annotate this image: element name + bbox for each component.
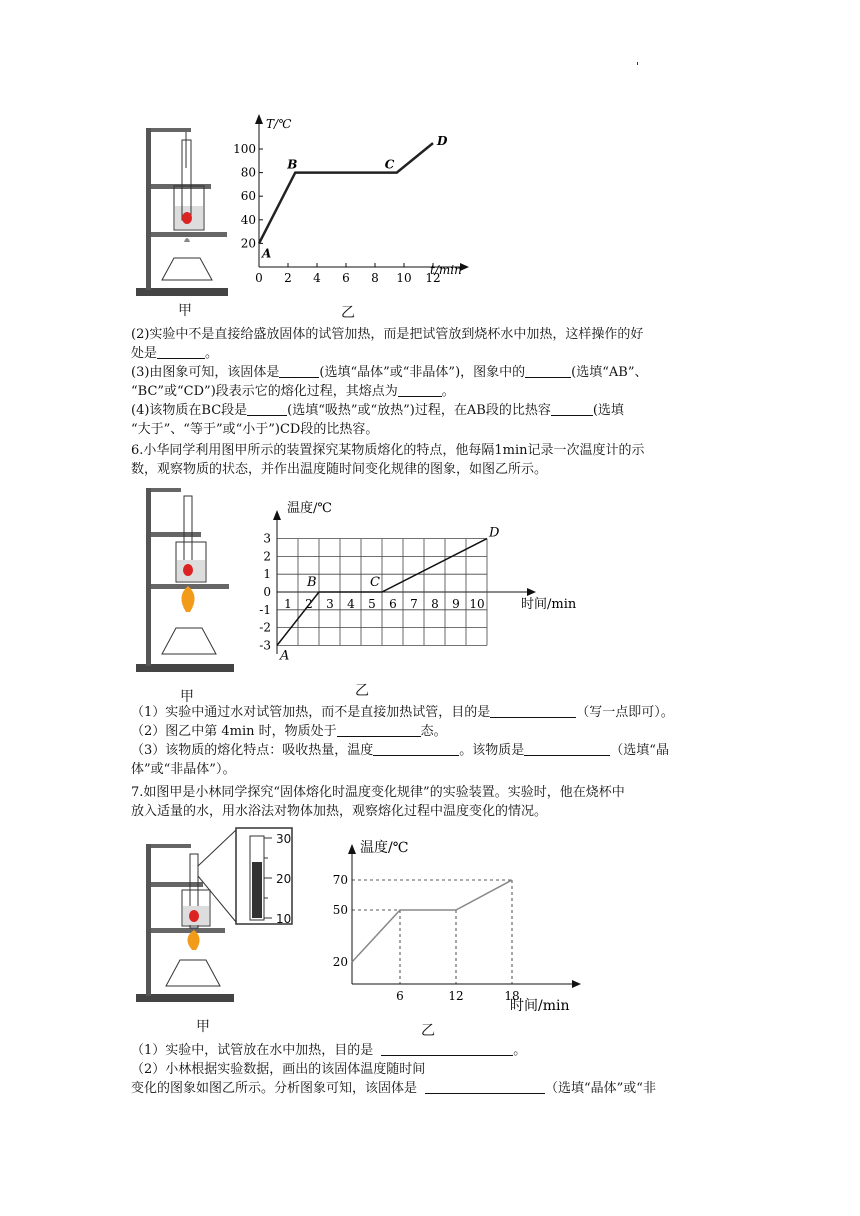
q5-line-2: [131, 345, 741, 362]
q5-l5a: (4)该物质在BC段是: [131, 403, 248, 418]
q5-blank-benefit[interactable]: [157, 345, 205, 359]
q5-l3a: (3)由图象可知，该固体是: [131, 365, 280, 380]
chart2-point-label: D: [489, 525, 500, 541]
q6-s3b: 。该物质是: [459, 743, 525, 758]
chart1-x-tick-label: 10: [396, 271, 412, 285]
q6-s2a: （2）图乙中第 4min 时，物质处于: [131, 724, 337, 739]
stray-mark: ': [636, 60, 640, 73]
chart2-x-axis-label: 时间/min: [521, 597, 577, 612]
chart2-x-tick-label: 5: [368, 597, 376, 611]
q5-line-3: [131, 364, 741, 381]
chart3-y-tick-label: 70: [332, 873, 348, 887]
q5-line-5: [131, 402, 741, 419]
q5-l4b: 。: [441, 384, 455, 399]
q7-sub-2: （2）小林根据实验数据，画出的该固体温度随时间: [131, 1062, 426, 1077]
chart2-x-tick-label: 9: [452, 597, 460, 611]
q5-line-1: (2)实验中不是直接给盛放固体的试管加热，而是把试管放到烧杯水中加热，这样操作的好: [131, 327, 644, 342]
chart-2: [255, 492, 590, 674]
q7-s3b: （选填“晶体”或“非: [545, 1081, 656, 1096]
chart2-y-axis-label: 温度/℃: [287, 501, 332, 516]
q5-l3b: (选填“晶体”或“非晶体”)，图象中的: [319, 365, 526, 380]
chart3-x-tick-label: 18: [504, 989, 520, 1003]
chart-1: [232, 112, 472, 304]
chart2-y-tick-label: -2: [259, 620, 271, 635]
chart2-point-label: C: [370, 575, 380, 590]
q6-sub-3-cont: 体”或“非晶体”）。: [131, 762, 236, 777]
chart3-x-tick-label: 6: [396, 989, 404, 1003]
q6-s3c: （选填“晶: [610, 743, 669, 758]
q6-s1b: （写一点即可）。: [576, 705, 674, 720]
q5-blank-specific-heat[interactable]: [551, 402, 593, 416]
chart2-y-tick-label: 3: [263, 531, 271, 546]
fig3-caption-left: 甲: [196, 1019, 210, 1035]
q6-blank-purpose[interactable]: [490, 704, 576, 718]
q7-line-2: 放入适量的水，用水浴法对物体加热，观察熔化过程中温度变化的情况。: [131, 804, 548, 819]
q6-s3a: （3）该物质的熔化特点：吸收热量，温度: [131, 743, 374, 758]
q5-l2-end: 。: [205, 346, 219, 361]
fig1-caption-left: 甲: [178, 303, 192, 319]
chart3-y-tick-label: 50: [332, 903, 348, 917]
q7-blank-solid-type[interactable]: [425, 1080, 545, 1094]
q7-s1a: （1）实验中，试管放在水中加热，目的是: [131, 1043, 374, 1058]
q5-l3c: (选填“AB”、: [571, 365, 648, 380]
chart1-x-tick-label: 0: [255, 271, 263, 285]
q7-s3a: 变化的图象如图乙所示。分析图象可知，该固体是: [131, 1081, 418, 1096]
chart1-x-tick-label: 12: [425, 271, 441, 285]
chart1-point-label: A: [262, 246, 272, 261]
fig3-caption-right: 乙: [421, 1023, 435, 1039]
chart2-y-tick-label: -3: [259, 638, 271, 653]
q6-blank-state[interactable]: [337, 723, 421, 737]
thermo-label-10: 10: [276, 912, 292, 926]
thermo-label-20: 20: [276, 872, 292, 886]
chart2-y-tick-label: 2: [263, 549, 271, 564]
chart2-x-tick-label: 3: [326, 597, 334, 611]
chart1-y-tick-label: 80: [240, 165, 256, 180]
chart1-point-label: C: [384, 157, 395, 172]
chart2-x-tick-label: 10: [469, 597, 485, 611]
thermo-label-30: 30: [276, 832, 292, 846]
q6-line-1: 6.小华同学利用图甲所示的装置探究某物质熔化的特点，他每隔1min记录一次温度计的示: [131, 443, 645, 458]
q5-l4a: “BC”或“CD”)段表示它的熔化过程，其熔点为: [131, 384, 398, 399]
q5-blank-solid-type[interactable]: [279, 364, 319, 378]
q6-blank-temperature[interactable]: [373, 742, 459, 756]
fig2-caption-left: 甲: [180, 689, 194, 705]
chart1-y-tick-label: 20: [240, 236, 256, 251]
q7-blank-purpose[interactable]: [381, 1042, 513, 1056]
q6-s2b: 态。: [420, 724, 447, 739]
chart2-point-label: B: [307, 575, 317, 590]
q5-l2-text: 处是: [131, 346, 158, 361]
chart3-y-tick-label: 20: [332, 955, 348, 969]
q6-sub-3: [131, 742, 741, 759]
chart2-y-tick-label: -1: [259, 602, 271, 617]
q7-line-1: 7.如图甲是小林同学探究“固体熔化时温度变化规律”的实验装置。实验时，他在烧杯中: [131, 785, 625, 800]
q7-s1b: 。: [513, 1043, 527, 1058]
chart2-x-tick-label: 1: [284, 597, 292, 611]
q5-l5c: (选填: [592, 403, 624, 418]
chart1-line: [259, 143, 433, 243]
q6-blank-substance-type[interactable]: [524, 742, 610, 756]
chart2-point-label: A: [280, 648, 290, 664]
chart1-y-axis-label: T/℃: [266, 117, 292, 131]
chart1-point-label: D: [437, 134, 448, 149]
apparatus-2-illustration: [132, 484, 240, 680]
q6-line-2: 数，观察物质的状态，并作出温度随时间变化规律的图象，如图乙所示。: [131, 462, 548, 477]
q5-blank-heat[interactable]: [247, 402, 287, 416]
q7-sub-1: [131, 1042, 741, 1059]
chart3-line: [352, 880, 512, 962]
q5-blank-segment[interactable]: [525, 364, 571, 378]
q6-sub-2: [131, 723, 741, 740]
fig1-caption-right: 乙: [341, 305, 355, 321]
chart1-x-tick-label: 2: [284, 271, 292, 285]
chart-3: [324, 832, 584, 1022]
chart2-y-tick-label: 1: [263, 567, 271, 582]
q6-s1a: （1）实验中通过水对试管加热，而不是直接加热试管，目的是: [131, 705, 491, 720]
chart2-y-tick-label: 0: [263, 585, 271, 599]
q6-sub-1: [131, 704, 741, 721]
fig2-caption-right: 乙: [355, 683, 369, 699]
chart3-x-axis-label: 时间/min: [510, 998, 570, 1014]
chart2-x-tick-label: 7: [410, 597, 418, 611]
chart1-y-tick-label: 60: [240, 189, 256, 204]
q5-l5b: (选填“吸热”或“放热”)过程，在AB段的比热容: [287, 403, 551, 418]
chart1-x-tick-label: 4: [313, 271, 321, 285]
chart2-x-tick-label: 2: [305, 597, 313, 611]
chart2-x-tick-label: 6: [389, 597, 397, 611]
chart3-x-tick-label: 12: [448, 989, 464, 1003]
chart1-x-tick-label: 8: [371, 271, 379, 285]
chart3-y-axis-label: 温度/℃: [360, 840, 409, 856]
chart1-point-label: B: [287, 157, 298, 172]
q5-blank-melting-point[interactable]: [398, 383, 442, 397]
chart1-x-tick-label: 6: [342, 271, 350, 285]
q5-line-4: [131, 383, 741, 400]
apparatus-1-illustration: [130, 118, 240, 300]
chart1-x-axis-label: t/min: [430, 263, 462, 277]
chart1-y-tick-label: 40: [240, 212, 256, 227]
chart2-x-tick-label: 4: [347, 597, 355, 611]
q5-line-6: “大于”、“等于”或“小于”)CD段的比热容。: [131, 422, 379, 437]
q7-sub-3: [131, 1080, 741, 1097]
chart2-x-tick-label: 8: [431, 597, 439, 611]
chart1-y-tick-label: 100: [233, 142, 256, 156]
